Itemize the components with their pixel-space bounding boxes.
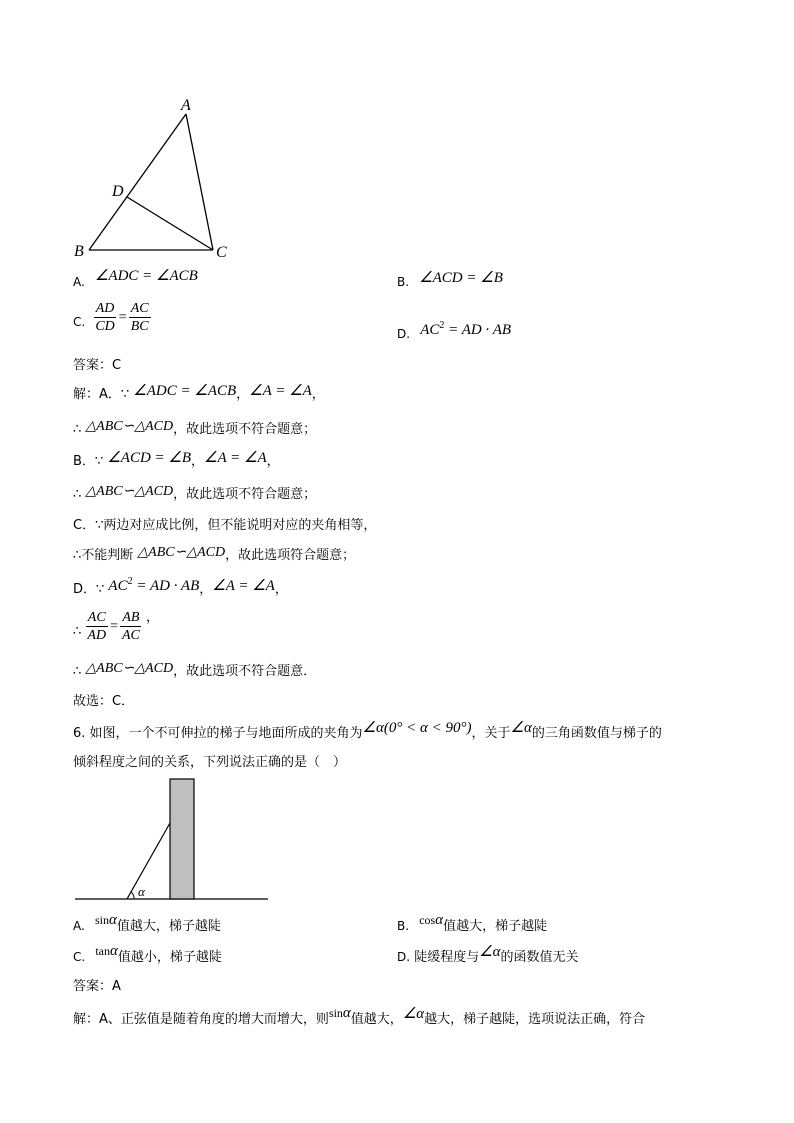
option-b <box>397 272 503 291</box>
q5-sol-line5: C．∵两边对应成比例，但不能说明对应的夹角相等， <box>73 518 377 533</box>
text: ∴ <box>73 624 86 639</box>
text: ， <box>311 387 325 402</box>
text: ， <box>236 387 250 402</box>
text: 解：A、正弦值是随着角度的增大而增大，则 <box>73 1012 329 1027</box>
q5-sol-line7 <box>73 578 288 598</box>
label-c: C <box>216 244 227 261</box>
segment-dc <box>127 197 213 250</box>
math: △ABC∽△ACD <box>85 661 174 676</box>
text: ∴ <box>73 422 86 437</box>
math: △ABC∽△ACD <box>137 545 226 560</box>
fraction <box>120 609 142 644</box>
denominator: AD <box>87 628 107 643</box>
fn-name: cos <box>419 913 436 927</box>
q5-answer: 答案：C <box>73 358 122 373</box>
denominator: AC <box>121 628 140 643</box>
option-letter: A. <box>73 275 85 289</box>
text: ， <box>266 454 280 469</box>
expr-rest: = AD · AB <box>444 322 512 338</box>
math: ∠α(0° < α < 90°) <box>362 720 472 736</box>
fn-name: sin <box>328 1006 343 1020</box>
math: ∠α <box>479 944 501 960</box>
text: ， <box>274 582 288 597</box>
text: B．∵ <box>73 454 108 469</box>
q5-sol-line2 <box>73 418 316 438</box>
fn-var: α <box>342 1005 351 1021</box>
q6-option-d <box>397 946 579 966</box>
option-text: 的函数值无关 <box>500 950 579 965</box>
q6-sol-line1 <box>73 1005 646 1028</box>
fraction <box>93 300 116 335</box>
math: △ABC∽△ACD <box>85 419 174 434</box>
triangle-figure <box>60 90 240 270</box>
text: 越大，梯子越陡，选项说法正确，符合 <box>424 1012 646 1027</box>
numerator: AB <box>122 610 140 625</box>
label-a: A <box>181 97 191 114</box>
text: ， <box>191 454 205 469</box>
option-letter: A. <box>73 919 85 933</box>
text: D．∵ <box>73 582 109 597</box>
expr-base: AC <box>420 322 440 338</box>
q6-option-c <box>73 943 222 966</box>
text: ，故此选项符合题意； <box>225 548 356 563</box>
equals-sign: = <box>110 618 118 634</box>
option-letter: C. <box>73 315 86 329</box>
option-letter: B. <box>397 275 410 289</box>
text: ∴ <box>73 487 86 502</box>
fraction <box>129 300 151 335</box>
q6-option-a <box>73 912 221 935</box>
q5-sol-line10: 故选：C． <box>73 694 135 709</box>
segment-ab <box>89 114 186 250</box>
option-letter: C. <box>73 950 86 964</box>
option-text: 值越大，梯子越陡 <box>443 919 548 934</box>
segment-ac <box>186 114 213 250</box>
numerator: AC <box>87 610 106 625</box>
text: 6. 如图，一个不可伸拉的梯子与地面所成的夹角为 <box>73 726 363 741</box>
numerator: AC <box>130 301 149 316</box>
denominator: BC <box>130 319 149 334</box>
math: ∠α <box>510 720 532 736</box>
math: ∠A = ∠A <box>212 578 275 594</box>
q6-stem-line2: 倾斜程度之间的关系，下列说法正确的是（ ） <box>73 755 347 770</box>
math: ∠α <box>402 1006 425 1022</box>
option-letter: D. <box>397 950 411 964</box>
math: △ABC∽△ACD <box>85 484 174 499</box>
math: ∠ACD = ∠B <box>107 450 192 466</box>
fn-var: α <box>108 912 117 928</box>
q5-sol-line8 <box>73 606 159 644</box>
text: ，故此选项不符合题意； <box>173 422 317 437</box>
text: ，故此选项不符合题意． <box>173 664 317 679</box>
wall <box>170 779 194 899</box>
alpha-label: α <box>138 884 145 899</box>
numerator: AD <box>95 301 115 316</box>
math: ∠A = ∠A <box>249 383 312 399</box>
math: ∠ADC = ∠ACB <box>133 383 237 399</box>
fn-name: sin <box>94 913 109 927</box>
fn-var: α <box>110 943 118 959</box>
option-expr: ∠ADC = ∠ACB <box>94 268 198 284</box>
option-expr: ∠ACD = ∠B <box>419 270 503 286</box>
q5-sol-line9 <box>73 660 316 680</box>
expr-base: AC <box>108 578 128 594</box>
q6-answer: 答案：A <box>73 979 121 994</box>
q5-sol-line6 <box>73 544 355 564</box>
q5-sol-line3 <box>73 450 280 470</box>
ladder <box>127 823 170 899</box>
text: 解：A．∵ <box>73 387 134 402</box>
text: ∴ <box>73 664 86 679</box>
option-text: 陡缓程度与 <box>414 950 480 965</box>
option-d <box>397 320 512 343</box>
fraction <box>85 609 108 644</box>
option-c <box>73 300 151 335</box>
label-b: B <box>74 243 84 260</box>
option-letter: B. <box>397 919 410 933</box>
q6-stem-line1 <box>73 722 662 742</box>
option-letter: D. <box>397 327 411 341</box>
q5-sol-line1 <box>73 383 325 403</box>
expr-sup: 2 <box>127 576 133 587</box>
math: ∠A = ∠A <box>204 450 267 466</box>
text: 的三角函数值与梯子的 <box>531 726 662 741</box>
ladder-figure <box>70 775 280 905</box>
text: ∴不能判断 <box>73 548 138 563</box>
expr-rest: = AD · AB <box>132 578 200 594</box>
angle-arc <box>131 892 134 899</box>
option-text: 值越大，梯子越陡 <box>116 919 221 934</box>
option-text: 值越小，梯子越陡 <box>117 950 222 965</box>
text: 值越大， <box>350 1012 403 1027</box>
text: ， <box>146 610 160 625</box>
denominator: CD <box>95 319 115 334</box>
equals-sign: = <box>118 309 127 325</box>
text: ，关于 <box>471 726 511 741</box>
expr-sup: 2 <box>439 320 445 331</box>
option-a <box>73 268 198 291</box>
q5-sol-line4 <box>73 483 316 503</box>
q6-option-b <box>397 912 548 935</box>
fn-name: tan <box>95 944 111 958</box>
label-d: D <box>112 183 124 200</box>
fn-var: α <box>435 912 444 928</box>
text: ， <box>199 582 213 597</box>
text: ，故此选项不符合题意； <box>173 487 317 502</box>
